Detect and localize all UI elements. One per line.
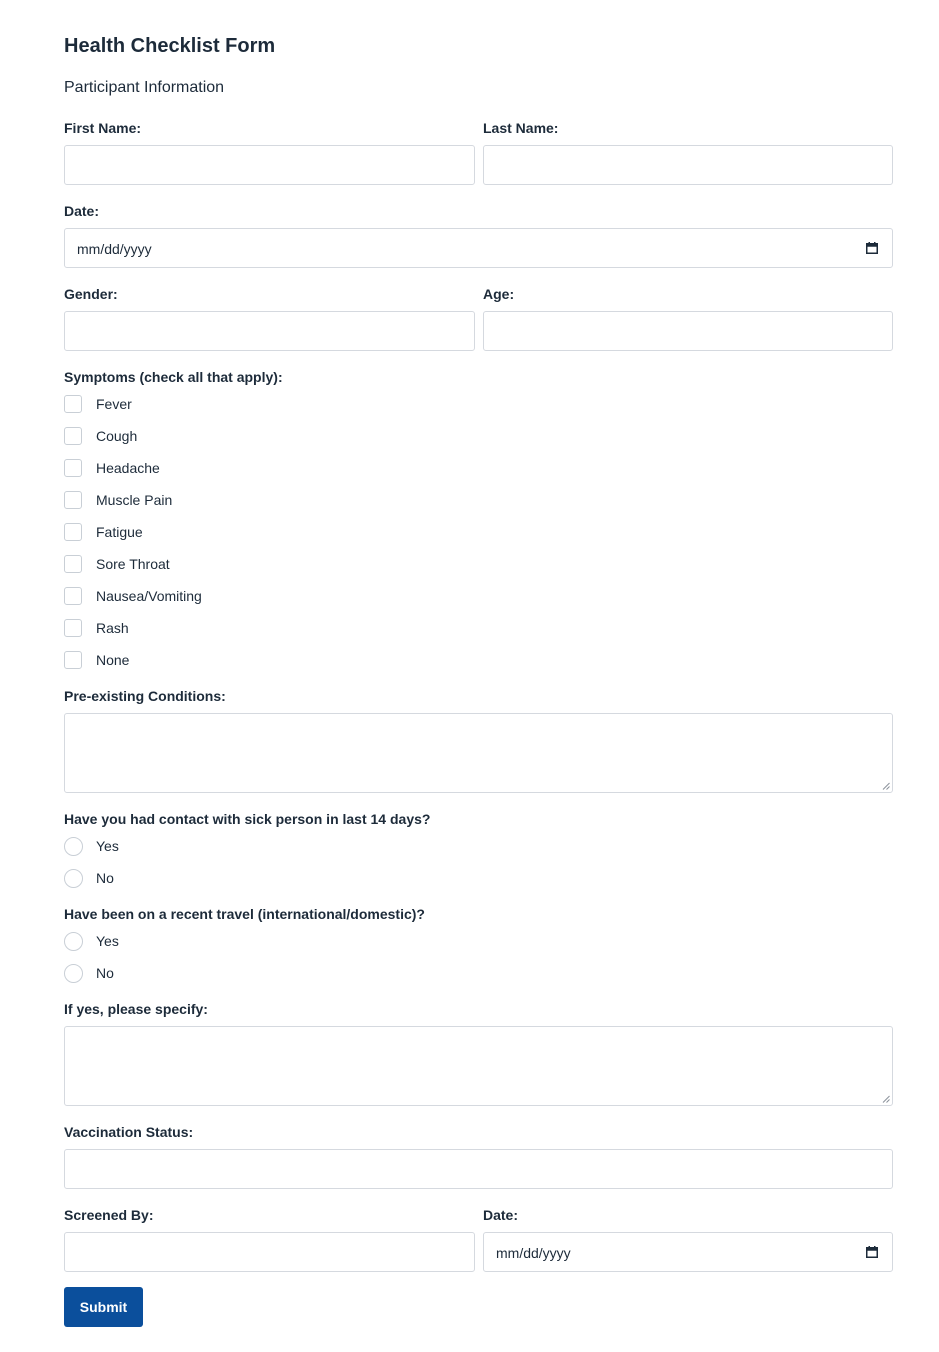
contact-question-label: Have you had contact with sick person in last 14 days? [64,811,431,827]
symptom-checkbox[interactable] [64,523,82,541]
symptom-option-label: Headache [96,460,160,476]
symptom-option-label: Nausea/Vomiting [96,588,202,604]
specify-label: If yes, please specify: [64,1001,208,1017]
resize-handle-icon[interactable] [882,782,890,790]
symptoms-label: Symptoms (check all that apply): [64,369,283,385]
travel-radio[interactable] [64,932,83,951]
first-name-label: First Name: [64,120,142,136]
travel-option-label: No [96,965,114,981]
symptom-checkbox[interactable] [64,427,82,445]
symptom-option-label: Cough [96,428,138,444]
symptom-checkbox[interactable] [64,459,82,477]
travel-radio[interactable] [64,964,83,983]
preexisting-conditions-label: Pre-existing Conditions: [64,688,226,704]
symptom-option-label: Rash [96,620,129,636]
vaccination-status-input[interactable] [64,1149,893,1189]
symptom-checkbox[interactable] [64,491,82,509]
travel-question-label: Have been on a recent travel (international/domestic)? [64,906,425,922]
section-title-participant-information: Participant Information [64,79,225,96]
symptom-option-label: None [96,652,130,668]
screened-by-label: Screened By: [64,1207,154,1223]
vaccination-status-label: Vaccination Status: [64,1124,194,1140]
date-placeholder: mm/dd/yyyy [77,241,152,257]
submit-button[interactable]: Submit [64,1287,143,1327]
specify-textarea[interactable] [64,1026,893,1106]
gender-label: Gender: [64,286,118,302]
contact-option-label: Yes [96,838,119,854]
age-input[interactable] [483,311,893,351]
travel-option-label: Yes [96,933,119,949]
symptom-checkbox[interactable] [64,619,82,637]
calendar-icon[interactable] [866,1246,878,1258]
calendar-icon[interactable] [866,242,878,254]
preexisting-conditions-textarea[interactable] [64,713,893,793]
symptom-option-label: Muscle Pain [96,492,173,508]
symptom-option-label: Sore Throat [96,556,170,572]
age-label: Age: [483,286,515,302]
form-title: Health Checklist Form [64,35,276,57]
screened-by-input[interactable] [64,1232,475,1272]
screening-date-placeholder: mm/dd/yyyy [496,1245,571,1261]
screening-date-label: Date: [483,1207,519,1223]
gender-input[interactable] [64,311,475,351]
contact-radio[interactable] [64,869,83,888]
date-label: Date: [64,203,100,219]
contact-option-label: No [96,870,114,886]
date-input[interactable] [64,228,893,268]
symptom-checkbox[interactable] [64,587,82,605]
last-name-input[interactable] [483,145,893,185]
symptom-option-label: Fever [96,396,132,412]
symptom-checkbox[interactable] [64,651,82,669]
symptom-checkbox[interactable] [64,555,82,573]
last-name-label: Last Name: [483,120,559,136]
screening-date-input[interactable] [483,1232,893,1272]
symptom-checkbox[interactable] [64,395,82,413]
contact-radio[interactable] [64,837,83,856]
resize-handle-icon[interactable] [882,1095,890,1103]
first-name-input[interactable] [64,145,475,185]
symptom-option-label: Fatigue [96,524,143,540]
